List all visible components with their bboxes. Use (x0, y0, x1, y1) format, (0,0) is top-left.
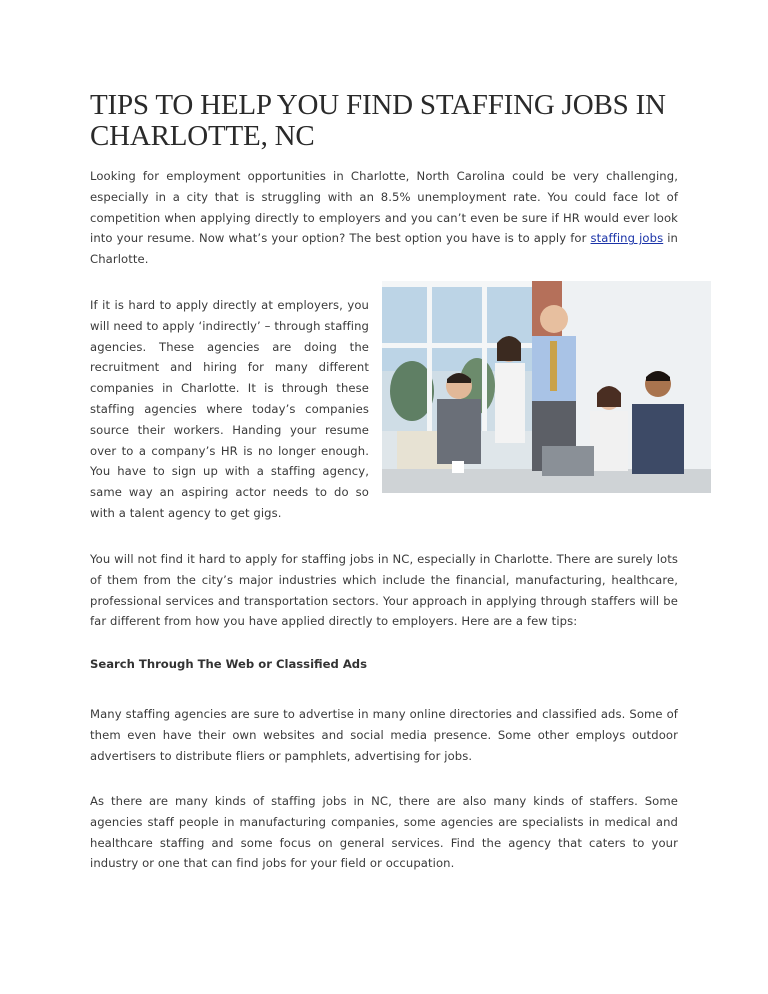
section-heading: Search Through The Web or Classified Ads (90, 657, 368, 671)
page-title: TIPS TO HELP YOU FIND STAFFING JOBS IN CHARLOTTE, NC (90, 89, 666, 152)
staffer-kinds-paragraph: As there are many kinds of staffing jobs in NC, there are also many kinds of staffers. Some agencies staff people in manufacturing companies, some agencies are specialists in medical and healthcare staffing and some focus on general services. Find the agency that caters to your industry or one that can find jobs for your field or occupation. (90, 794, 678, 871)
web-ads-paragraph: Many staffing agencies are sure to advertise in many online directories and classified ads. Some of them even have their own websites and social media presence. Some other employs outdoor advertisers to distribute fliers or pamphlets, advertising for jobs. (90, 707, 678, 763)
staffing-jobs-link[interactable]: staffing jobs (590, 231, 664, 246)
office-team-photo (382, 281, 711, 493)
industries-paragraph: You will not find it hard to apply for staffing jobs in NC, especially in Charlotte. There are surely lots of them from the city’s major industries which include the financial, manufacturing, healthcare, professional services and transportation sectors. Your approach in applying through staffers will be far different from how you have applied directly to employers. Here are a few tips: (90, 552, 678, 629)
left-column-paragraph: If it is hard to apply directly at employers, you will need to apply ‘indirectly’ – through staffing agencies. These agencies are doing the recruitment and hiring for many different companies in Charlotte. It is through these staffing agencies where today’s companies source their workers. Handing your resume over to a company’s HR is no longer enough. You have to sign up with a staffing agency, same way an aspiring actor needs to do so with a talent agency to get gigs. (90, 298, 369, 520)
intro-text-after-link: in Charlotte. (90, 231, 679, 267)
intro-paragraph (90, 166, 678, 270)
intro-text-before-link: Looking for employment opportunities in Charlotte, North Carolina could be very challenging, especially in a city that is struggling with an 8.5% unemployment rate. You could face lot of competition when applying directly to employers and you can’t even be sure if HR would ever look into your resume. Now what’s your option? The best option you have is to apply for (90, 169, 678, 246)
